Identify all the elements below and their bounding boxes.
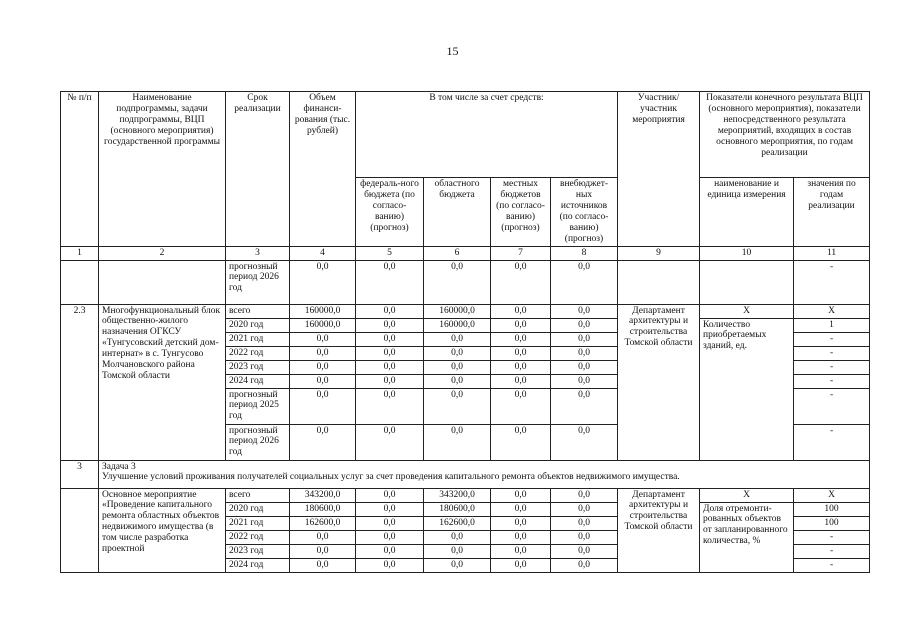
task-cell — [99, 460, 870, 488]
table-row: 2022 год 0,0 0,0 0,0 0,0 0,0 - — [61, 346, 870, 360]
header-indicator-values: значения по годам реализации — [794, 178, 870, 247]
task-number: 3 — [61, 460, 99, 488]
column-number: 5 — [356, 246, 424, 260]
page-number: 15 — [446, 44, 459, 58]
column-number: 2 — [99, 246, 226, 260]
table-row: 2020 год 180600,0 0,0 180600,0 0,0 0,0 Доля отремонти-рованных объектов от запланированного количества, % 100 — [61, 502, 870, 516]
table-row: Основное мероприятие «Проведение капитального ремонта областных объектов недвижимого имущества (в том числе разработка проектной всего 343200,0 0,0 343200,0 0,0 0,0 Департамент архитектуры и строительства Томской области X X — [61, 488, 870, 502]
header-federal: федераль-ного бюджета (по согласо-ванию) (прогноз) — [356, 178, 424, 247]
table-row: 2024 год 0,0 0,0 0,0 0,0 0,0 - — [61, 558, 870, 572]
table-row: прогнозный период 2026 год 0,0 0,0 0,0 0,0 0,0 - — [61, 260, 870, 304]
activity-name: Основное мероприятие «Проведение капитального ремонта областных объектов недвижимого имущества (в том числе разработка проектной — [99, 488, 226, 572]
table-row: 2021 год 162600,0 0,0 162600,0 0,0 0,0 100 — [61, 516, 870, 530]
table-row: 2023 год 0,0 0,0 0,0 0,0 0,0 - — [61, 544, 870, 558]
column-number: 9 — [618, 246, 700, 260]
row-number: 2.3 — [61, 304, 99, 460]
header-indicators-group: Показатели конечного результата ВЦП (основного мероприятия), показатели непосредственного результата мероприятий, входящих в состав основного мероприятия, по годам реализации — [700, 92, 870, 178]
task-row — [61, 460, 870, 488]
program-table — [60, 91, 870, 573]
table-row: 2024 год 0,0 0,0 0,0 0,0 0,0 - — [61, 374, 870, 388]
table-row: прогнозный период 2025 год 0,0 0,0 0,0 0,0 0,0 - — [61, 388, 870, 424]
header-funds-group: В том числе за счет средств: — [356, 92, 618, 178]
header-indicator-name: наименование и единица измерения — [700, 178, 794, 247]
header-number: № п/п — [61, 92, 99, 247]
column-number: 3 — [226, 246, 290, 260]
table-row: прогнозный период 2026 год 0,0 0,0 0,0 0,0 0,0 - — [61, 424, 870, 460]
activity-name: Многофункциональный блок общественно-жилого назначения ОГКСУ «Тунгусовский детский дом-интернат» в с. Тунгусово Молчановского района Томской области — [99, 304, 226, 460]
table-row: 2.3 Многофункциональный блок общественно-жилого назначения ОГКСУ «Тунгусовский детский дом-интернат» в с. Тунгусово Молчановского района Томской области всего 160000,0 0,0 160000,0 0,0 0,0 Департамент архитектуры и строительства Томской области X X — [61, 304, 870, 318]
period-cell: всего — [226, 304, 290, 318]
column-number: 8 — [551, 246, 618, 260]
indicator-name: Доля отремонти-рованных объектов от запланированного количества, % — [700, 502, 794, 572]
indicator-name: Количество приобретаемых зданий, ед. — [700, 318, 794, 460]
header-participant: Участник/ участник мероприятия — [618, 92, 700, 247]
header-term: Срок реализации — [226, 92, 290, 247]
task-text: Улучшение условий проживания получателей социальных услуг за счет проведения капитального ремонта объектов недвижимого имущества. — [102, 472, 680, 483]
table-row: 2023 год 0,0 0,0 0,0 0,0 0,0 - — [61, 360, 870, 374]
column-number: 1 — [61, 246, 99, 260]
column-numbers-row — [61, 246, 870, 260]
column-number: 7 — [491, 246, 551, 260]
header-name: Наименование подпрограммы, задачи подпрограммы, ВЦП (основного мероприятия) государственной программы — [99, 92, 226, 247]
period-cell: прогнозный период 2026 год — [226, 260, 290, 304]
column-number: 4 — [290, 246, 356, 260]
header-row — [61, 92, 870, 178]
table-row: 2020 год 160000,0 0,0 160000,0 0,0 0,0 Количество приобретаемых зданий, ед. 1 — [61, 318, 870, 332]
column-number: 6 — [424, 246, 491, 260]
table-row: 2021 год 0,0 0,0 0,0 0,0 0,0 - — [61, 332, 870, 346]
participant-cell: Департамент архитектуры и строительства Томской области — [618, 304, 700, 460]
header-regional: областного бюджета — [424, 178, 491, 247]
column-number: 11 — [794, 246, 870, 260]
header-extrabudget: внебюджет-ных источников (по согласо-ванию) (прогноз) — [551, 178, 618, 247]
header-volume: Объем финанси-рования (тыс. рублей) — [290, 92, 356, 247]
column-number: 10 — [700, 246, 794, 260]
table-row: 2022 год 0,0 0,0 0,0 0,0 0,0 - — [61, 530, 870, 544]
header-local: местных бюджетов (по согласо-ванию) (прогноз) — [491, 178, 551, 247]
participant-cell: Департамент архитектуры и строительства Томской области — [618, 488, 700, 572]
task-title: Задача 3 — [102, 461, 136, 472]
